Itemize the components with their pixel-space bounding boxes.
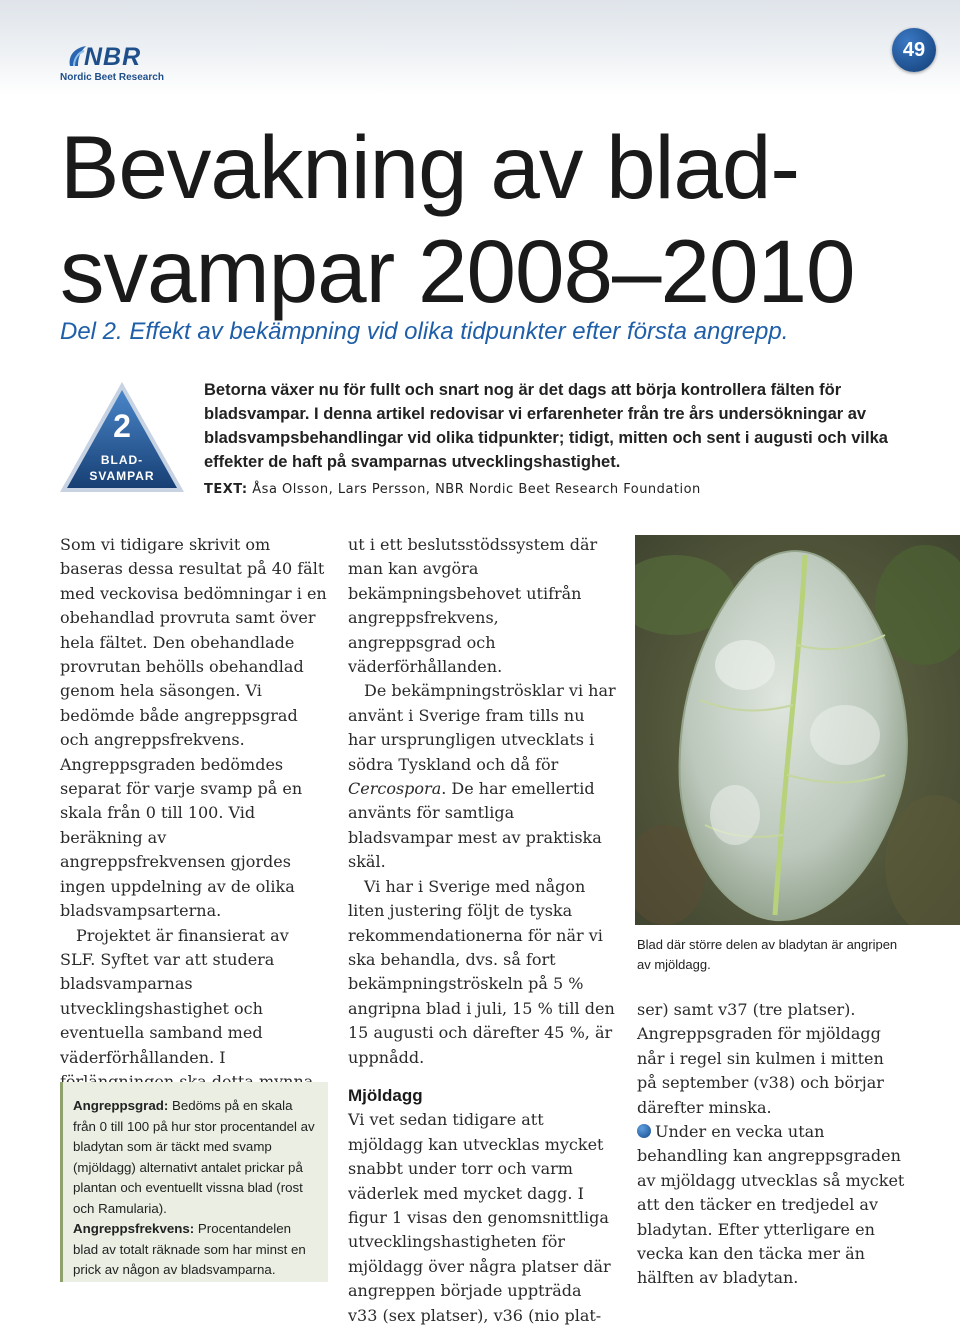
italic-term: Cercospora [348,779,442,799]
article-subtitle: Del 2. Effekt av bekämpning vid olika tidpunkter efter första angrepp. [60,318,789,345]
page-number: 49 [892,28,936,72]
definition-text: Bedöms på en skala från 0 till 100 på hur stor procentandel av bladytan som är täckt med svamp (mjöldagg) alternativt antalet prickar på plantan och eventuellt vissna blad (rost och Ramularia). [73,1098,315,1216]
badge-number: 2 [113,408,131,444]
paragraph: Under en vecka utan behandling kan angreppsgraden av mjöldagg utvecklas så mycket att den täcker en tredjedel av bladytan. Efter ytterligare en vecka kan den täcka mer än hälften av bladytan. [637,1122,905,1288]
paragraph: Projektet är finansierat av SLF. Syftet var att studera bladsvamparnas utvecklingshastighet och eventuella samband med väderförhållanden. I [60,925,289,1067]
definition-term: Angreppsfrekvens: [73,1221,195,1236]
article-ingress: Betorna växer nu för fullt och snart nog är det dags att börja kontrollera fälten för bladsvampar. I denna artikel redovisar vi erfarenheter från tre års undersökningar av bladsvampsbehandlingar vid olika tidpunkter; tidigt, mitten och sent i augusti och vilka effekter de haft på svamparnas utvecklingshastighet. [204,381,888,471]
body-column-2 [348,533,616,1328]
body-column-1 [60,533,328,1094]
paragraph: Vi vet sedan tidigare att mjöldagg kan utvecklas mycket snabbt under torr och varm väderlek med mycket dagg. I figur 1 visas den genomsnittliga utvecklingshastigheten för mjöldagg över några platser där angreppen började uppträda v33 (sex platser), v36 (nio plat- [348,1110,611,1325]
article-title: Bevakning av blad-svampar 2008–2010 [60,117,855,321]
body-column-3 [637,998,907,1291]
badge-label-line1: BLAD- [100,453,144,467]
byline [204,482,701,497]
leaf-photo [635,535,960,925]
paragraph: Som vi tidigare skrivit om baseras dessa resultat på 40 fält med veckovisa bedömningar i en obehandlad provruta samt över hela fältet. Den obehandlade provrutan behölls obehandlad genom hela säsongen. Vi bedömde både angreppsgrad och angreppsfrekvens. Angreppsgraden bedömdes separat för varje svamp på en skala från 0 till 100. Vid beräkning av angreppsfrekvensen gjordes ingen uppdelning av de olika bladsvampsarterna. [60,535,327,921]
logo-text: NBR [84,43,142,71]
badge-label-line2: SVAMPAR [89,469,155,483]
bullet-icon [637,1124,651,1138]
section-heading: Mjöldagg [348,1085,423,1105]
definition-text: Procentandelen blad av totalt räknade som har minst en prick av någon av bladsvamparna. [73,1221,306,1277]
series-badge [56,378,188,498]
photo-caption: Blad där större delen av bladytan är angripen av mjöldagg. [637,937,898,972]
definition-angreppsfrekvens [73,1219,318,1281]
paragraph: ut i ett beslutsstödssystem där man kan avgöra bekämpningsbehovet utifrån angreppsfrekvens, angreppsgrad och väderförhållanden. [348,535,598,677]
definition-term: Angreppsgrad: [73,1098,169,1113]
paragraph: De bekämpningströsklar vi har använt i Sverige fram tills nu har ursprungligen utvecklats i södra Tyskland och då för Cercospora. De har emellertid använts för samtliga bladsvampar mest av praktiska skäl. [348,681,616,872]
paragraph: Vi har i Sverige med någon liten justering följt de tyska rekommendationerna för när vi ska behandla, dvs. så fort bekämpningströskeln på 5 % angripna blad i juli, 15 % till den 15 augusti och därefter 45 %, är uppnådd. [348,876,615,1067]
paragraph: ser) samt v37 (tre platser). Angreppsgraden för mjöldagg når i regel sin kulmen i mitten på september (v38) och börjar därefter minska. [637,1000,884,1117]
byline-label: TEXT: [204,482,248,497]
mildew-leaf-image [635,535,960,925]
definitions-box [60,1082,328,1282]
logo-subtitle: Nordic Beet Research [60,72,164,83]
definition-angreppsgrad [73,1096,318,1219]
byline-authors: Åsa Olsson, Lars Persson, NBR Nordic Beet Research Foundation [252,482,701,497]
